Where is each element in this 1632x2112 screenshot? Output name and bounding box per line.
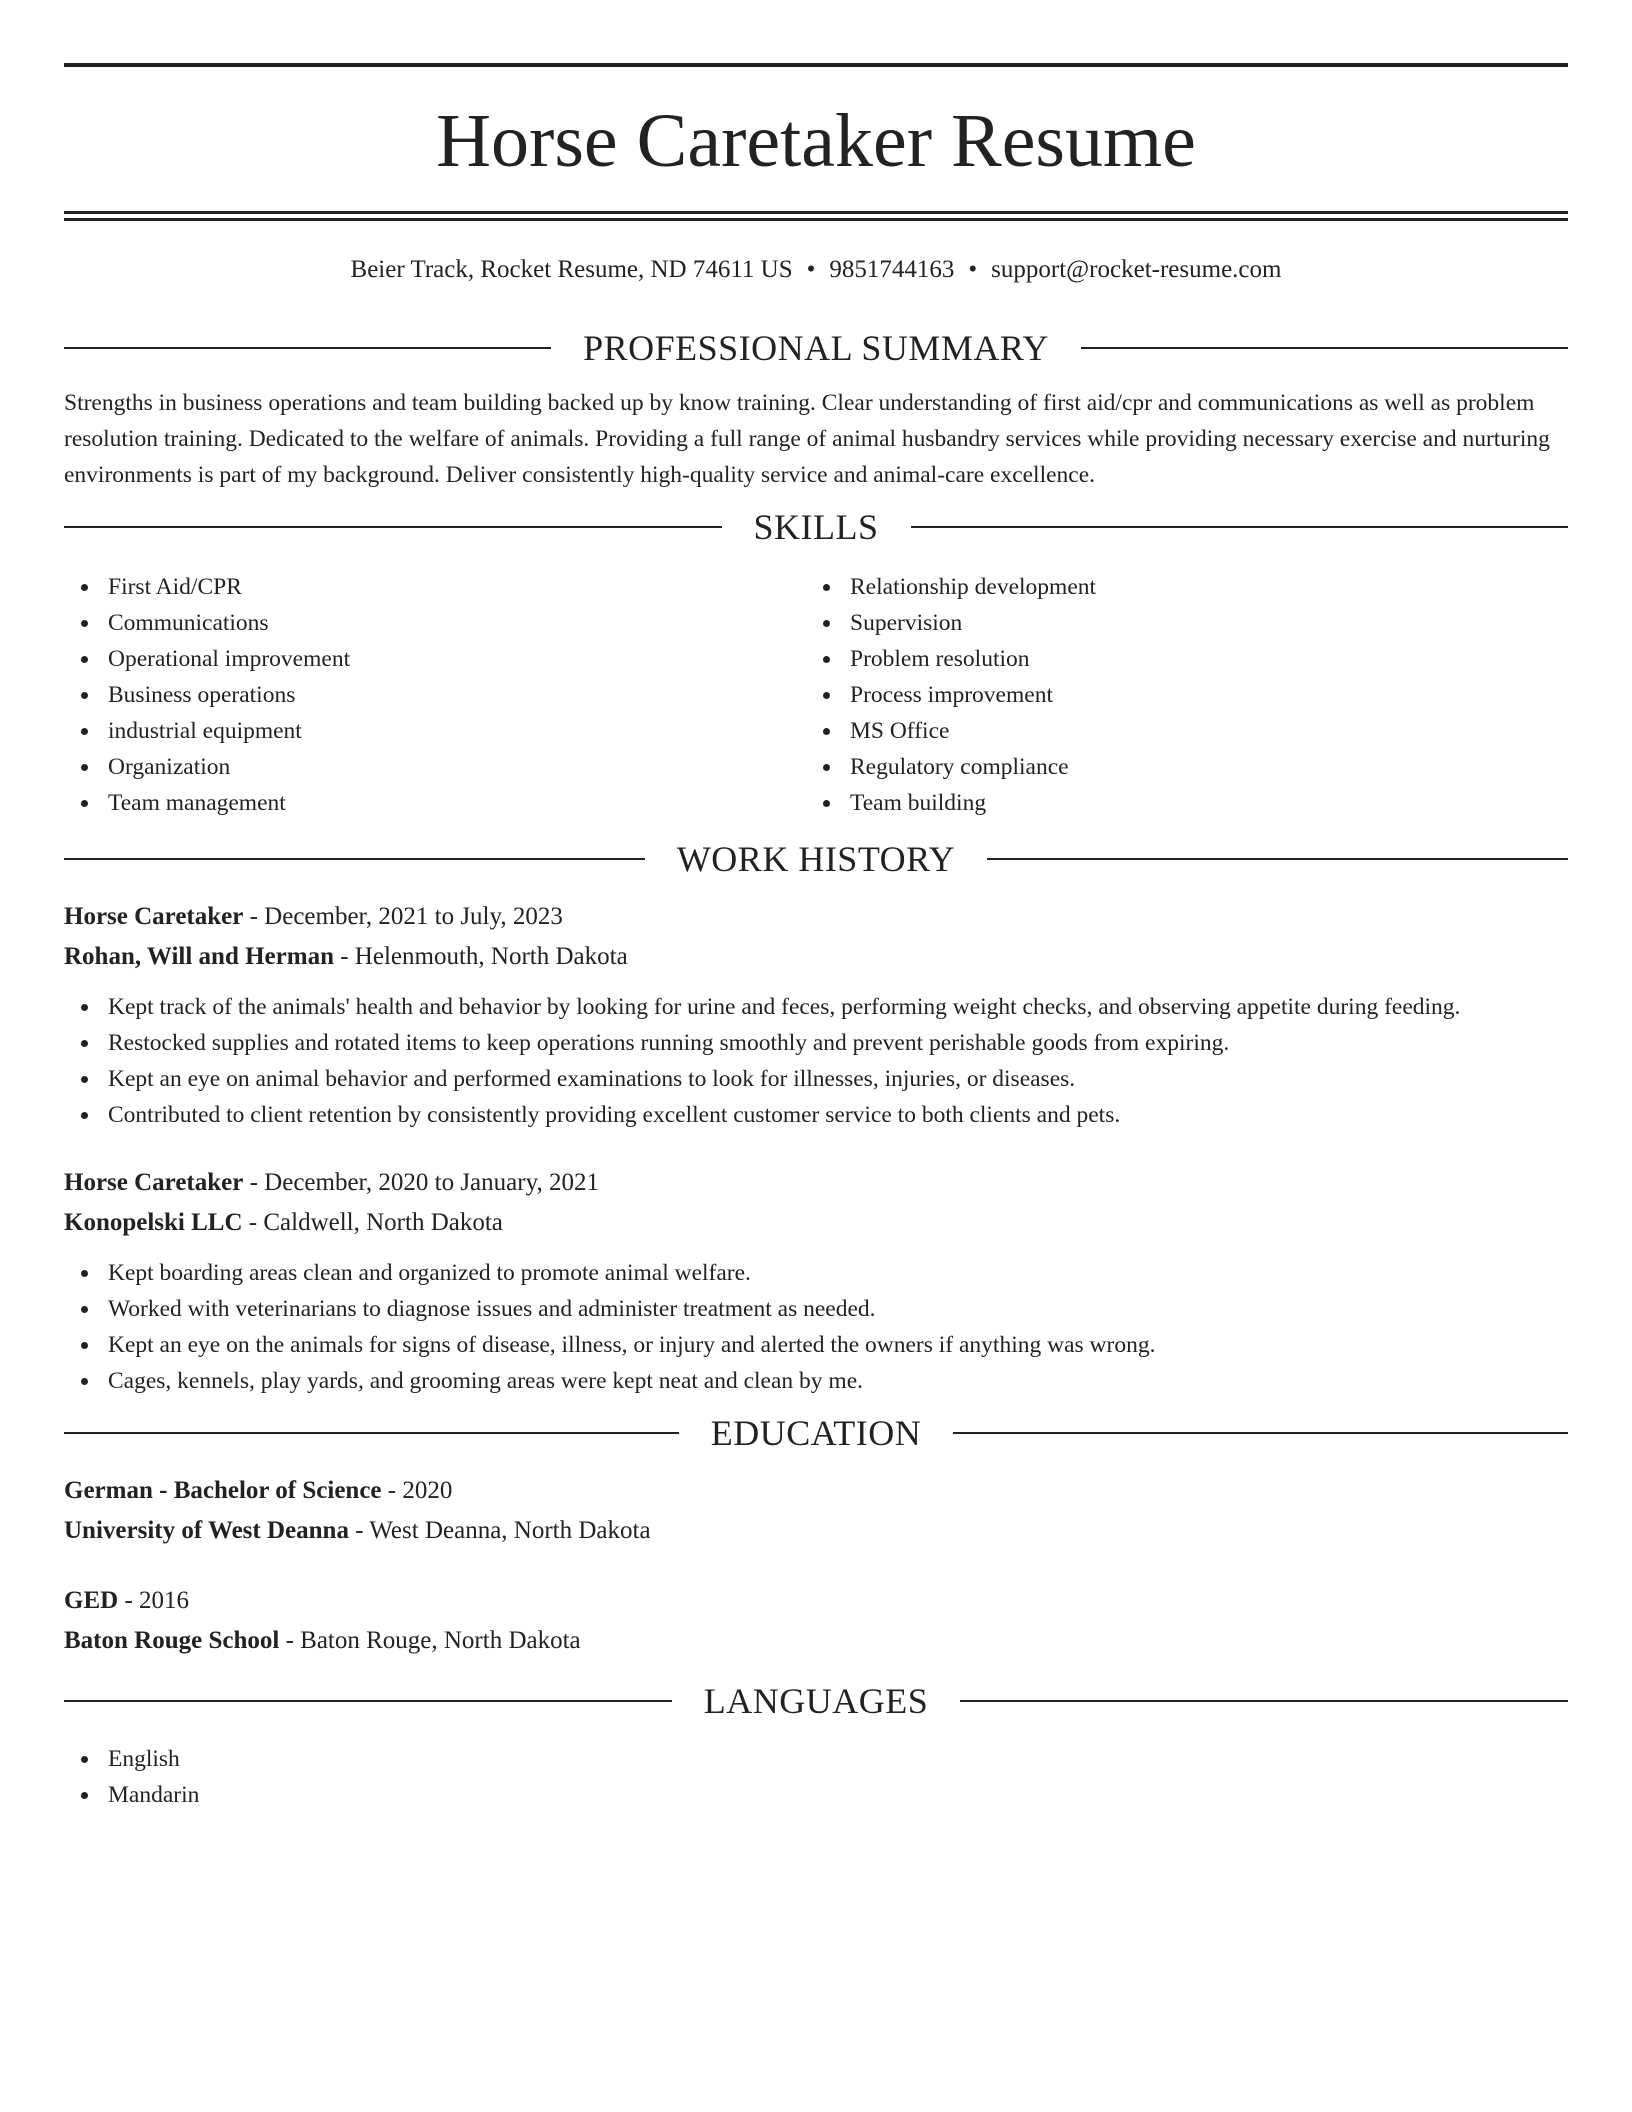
section-title: EDUCATION [710,1413,922,1453]
section-heading-languages [64,1681,1568,1721]
bullet-dot [81,728,88,735]
employer-line [64,937,1568,977]
job-duty-item [64,1291,1568,1327]
heading-rule [64,526,722,528]
job-duties-list [64,989,1568,1133]
job-duty-item [64,1025,1568,1061]
heading-rule [987,858,1568,860]
bullet-dot [81,1792,88,1799]
work-entry [64,897,1568,1133]
job-duty-item-text: Kept an eye on animal behavior and performed examinations to look for illnesses, injuries, or diseases. [108,1066,1076,1092]
bullet-dot [81,584,88,591]
bullet-dot [81,764,88,771]
heading-rule [64,347,551,349]
job-duty-item-text: Restocked supplies and rotated items to keep operations running smoothly and prevent perishable goods from expiring. [108,1030,1230,1056]
school-name: University of West Deanna [64,1517,349,1544]
school-name: Baton Rouge School [64,1627,280,1654]
contact-separator: • [968,256,978,283]
skill-item [64,641,806,677]
work-entry [64,1163,1568,1399]
employer-location: - Caldwell, North Dakota [242,1209,503,1236]
bullet-dot [81,620,88,627]
skills-list-right [806,569,1548,821]
job-duty-item-text: Kept an eye on the animals for signs of disease, illness, or injury and alerted the owners if anything was wrong. [108,1332,1156,1358]
skill-item-text: MS Office [850,718,950,744]
school-line [64,1621,1568,1661]
job-dates: - December, 2021 to July, 2023 [243,903,563,930]
bullet-dot [81,800,88,807]
skill-item-text: Relationship development [850,574,1097,600]
section-heading-work-history [64,839,1568,879]
skill-item [806,785,1548,821]
contact-phone: 9851744163 [829,256,955,283]
skill-item [806,713,1548,749]
job-duty-item-text: Cages, kennels, play yards, and grooming areas were kept neat and clean by me. [108,1368,863,1394]
degree-year: - 2016 [118,1587,190,1614]
professional-summary-text: Strengths in business operations and team building backed up by know training. Clear understanding of first aid/cpr and communications as well as problem resolution training. Dedicated to the welfare of animals. Providing a full range of animal husbandry services while providing necessary exercise and nurturing environments is part of my background. Deliver consistently high-quality service and animal-care excellence. [64,390,1550,488]
employer-name: Konopelski LLC [64,1209,243,1236]
bullet-dot [81,1756,88,1763]
bullet-dot [823,764,830,771]
employer-line [64,1203,1568,1243]
bullet-dot [81,1112,88,1119]
section-title: PROFESSIONAL SUMMARY [583,328,1049,368]
skill-item-text: First Aid/CPR [108,574,242,600]
degree-name: GED [64,1587,119,1614]
title-double-rule [64,211,1568,221]
bullet-dot [81,1378,88,1385]
skill-item-text: Team building [850,790,987,816]
skills-grid [64,569,1568,821]
skill-item-text: industrial equipment [108,718,302,744]
skill-item-text: Process improvement [850,682,1053,708]
job-duty-item [64,1327,1568,1363]
bullet-dot [81,1076,88,1083]
heading-rule [64,858,645,860]
employer-name: Rohan, Will and Herman [64,943,334,970]
bullet-dot [823,728,830,735]
job-dates: - December, 2020 to January, 2021 [243,1169,599,1196]
heading-rule [911,526,1569,528]
skill-item [64,785,806,821]
education-entry [64,1471,1568,1551]
school-location: - Baton Rouge, North Dakota [279,1627,581,1654]
bullet-dot [81,1306,88,1313]
skills-column-right [806,569,1548,821]
heading-rule [953,1432,1568,1434]
job-duty-item-text: Worked with veterinarians to diagnose issues and administer treatment as needed. [108,1296,876,1322]
education-entry [64,1581,1568,1661]
skill-item [64,605,806,641]
degree-line [64,1471,1568,1511]
language-item-text: Mandarin [108,1782,200,1808]
degree-name: German - Bachelor of Science [64,1477,382,1504]
resume-title: Horse Caretaker Resume [436,99,1196,183]
school-line [64,1511,1568,1551]
employer-location: - Helenmouth, North Dakota [333,943,628,970]
job-duty-item [64,1097,1568,1133]
section-heading-skills [64,507,1568,547]
job-title-line [64,1163,1568,1203]
bullet-dot [81,1004,88,1011]
bullet-dot [81,692,88,699]
school-location: - West Deanna, North Dakota [348,1517,651,1544]
contact-email: support@rocket-resume.com [991,256,1282,283]
section-heading-summary [64,328,1568,368]
bullet-dot [81,1040,88,1047]
skill-item [806,569,1548,605]
skill-item [806,749,1548,785]
skill-item [64,713,806,749]
languages-list [64,1741,1568,1813]
section-title: SKILLS [753,507,879,547]
bullet-dot [823,584,830,591]
job-title-line [64,897,1568,937]
bullet-dot [81,1270,88,1277]
skill-item-text: Team management [108,790,286,816]
skill-item-text: Organization [108,754,231,780]
job-duty-item-text: Kept track of the animals' health and behavior by looking for urine and feces, performing weight checks, and observing appetite during feeding. [108,994,1461,1020]
skill-item [64,677,806,713]
skill-item-text: Problem resolution [850,646,1030,672]
heading-rule [64,1432,679,1434]
skill-item-text: Business operations [108,682,296,708]
job-duty-item [64,1255,1568,1291]
contact-address: Beier Track, Rocket Resume, ND 74611 US [350,256,793,283]
job-duty-item [64,1061,1568,1097]
job-title: Horse Caretaker [64,903,244,930]
degree-year: - 2020 [381,1477,453,1504]
skill-item [806,677,1548,713]
contact-line [64,257,1568,282]
skill-item-text: Communications [108,610,269,636]
skill-item [806,605,1548,641]
skill-item-text: Supervision [850,610,963,636]
section-title: LANGUAGES [703,1681,929,1721]
job-duty-item [64,989,1568,1025]
bullet-dot [823,620,830,627]
job-duty-item-text: Kept boarding areas clean and organized to promote animal welfare. [108,1260,751,1286]
skill-item [64,569,806,605]
bullet-dot [823,692,830,699]
section-heading-education [64,1413,1568,1453]
skills-list-left [64,569,806,821]
language-item [64,1741,1568,1777]
job-duty-item-text: Contributed to client retention by consistently providing excellent customer service to both clients and pets. [108,1102,1121,1128]
language-item [64,1777,1568,1813]
heading-rule [960,1700,1568,1702]
language-item-text: English [108,1746,180,1772]
skill-item [806,641,1548,677]
heading-rule [64,1700,672,1702]
skill-item-text: Operational improvement [108,646,351,672]
bullet-dot [823,800,830,807]
contact-separator: • [806,256,816,283]
bullet-dot [823,656,830,663]
heading-rule [1081,347,1568,349]
bullet-dot [81,656,88,663]
job-duty-item [64,1363,1568,1399]
skill-item-text: Regulatory compliance [850,754,1069,780]
degree-line [64,1581,1568,1621]
bullet-dot [81,1342,88,1349]
skill-item [64,749,806,785]
skills-column-left [64,569,806,821]
job-duties-list [64,1255,1568,1399]
job-title: Horse Caretaker [64,1169,244,1196]
section-title: WORK HISTORY [676,839,956,879]
